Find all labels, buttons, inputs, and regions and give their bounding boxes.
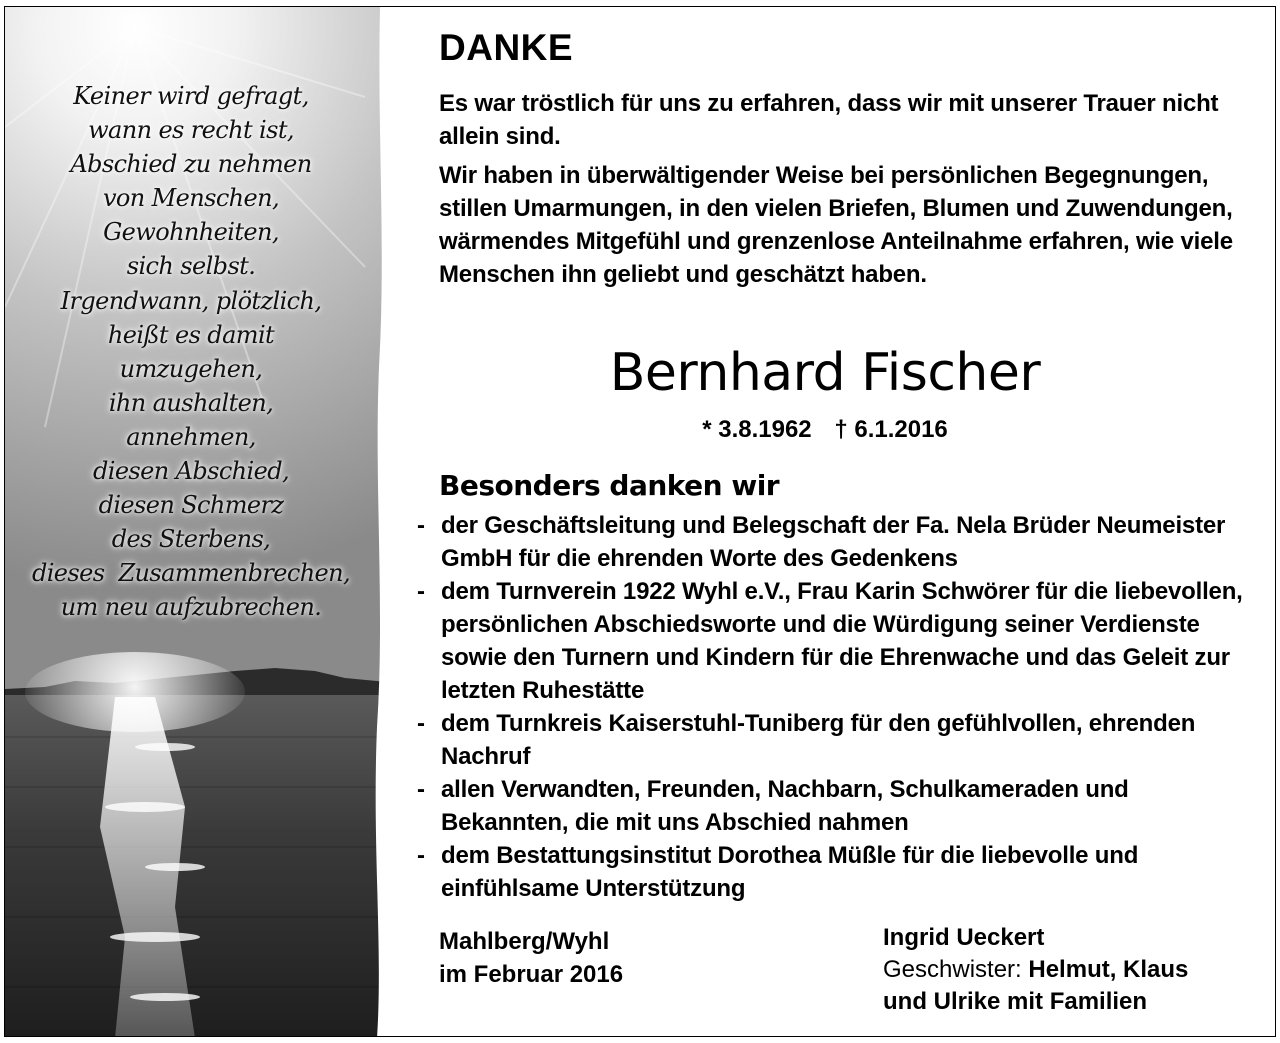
thanks-item: [415, 839, 1255, 905]
poem-line: Keiner wird gefragt,: [73, 82, 309, 110]
thanks-item: [415, 509, 1255, 575]
thanks-list: [415, 509, 1255, 905]
death-date: † 6.1.2016: [834, 416, 948, 443]
thanks-item-text: dem Bestattungsinstitut Dorothea Müßle für die liebevolle und einfühlsame Unterstützung: [441, 842, 1139, 902]
place: Mahlberg/Wyhl: [439, 928, 610, 955]
poem-line: ihn aushalten,: [108, 388, 274, 417]
poem-line: um neu aufzubrechen.: [60, 593, 322, 622]
poem-line: des Sterbens,: [111, 525, 271, 554]
poem-line: umzugehen,: [119, 354, 263, 383]
dash-bullet: -: [417, 578, 425, 605]
thanks-item-text: dem Turnkreis Kaiserstuhl-Tuniberg für den gefühlvollen, ehrenden Nachruf: [441, 710, 1196, 770]
place-and-date: [439, 925, 623, 991]
signature-line-3: und Ulrike mit Familien: [883, 988, 1148, 1015]
life-dates: [415, 416, 1235, 444]
dash-bullet: -: [417, 842, 425, 869]
siblings-names: Helmut, Klaus: [1028, 956, 1189, 983]
birth-date: * 3.8.1962: [702, 416, 812, 443]
poem-line: annehmen,: [126, 422, 256, 451]
signature: [883, 922, 1188, 1018]
poem-line: dieses Zusammenbrechen,: [31, 559, 351, 588]
thanks-item-text: allen Verwandten, Freunden, Nachbarn, Schulkameraden und Bekannten, die mit uns Abschied nahmen: [441, 776, 1129, 836]
paragraph-2: Wir haben in überwältigender Weise bei persönlichen Begegnungen, stillen Umarmungen, in den vielen Briefen, Blumen und Zuwendungen, wärmendes Mitgefühl und grenzenlose Anteilnahme erfahren, wie viele Menschen ihn geliebt und geschätzt haben.: [439, 162, 1233, 288]
thanks-item-text: dem Turnverein 1922 Wyhl e.V., Frau Karin Schwörer für die liebevollen, persönlichen Abschiedsworte und die Würdigung seiner Verdienste sowie den Turnern und Kindern für die Ehrenwache und das Geleit zur letzten Ruhestätte: [441, 578, 1243, 704]
poem-line: heißt es damit: [107, 320, 275, 349]
signature-name: Ingrid Ueckert: [883, 924, 1045, 951]
thanks-item: [415, 575, 1255, 707]
poem-line: Gewohnheiten,: [103, 218, 279, 247]
dash-bullet: -: [417, 512, 425, 539]
obituary-card: [4, 6, 1276, 1037]
siblings-label: Geschwister:: [883, 956, 1022, 983]
thanks-heading: Besonders danken wir: [439, 469, 780, 502]
heading: DANKE: [439, 27, 574, 68]
poem-line: Irgendwann, plötzlich,: [60, 286, 322, 315]
thanks-item-text: der Geschäftsleitung und Belegschaft der Fa. Nela Brüder Neumeister GmbH für die ehrenden Worte des Gedenkens: [441, 512, 1226, 572]
thanks-item: [415, 773, 1255, 839]
paragraph-1: Es war tröstlich für uns zu erfahren, dass wir mit unserer Trauer nicht allein sind.: [439, 90, 1219, 150]
date: im Februar 2016: [439, 961, 624, 988]
poem-line: Abschied zu nehmen: [70, 150, 312, 179]
poem-line: sich selbst.: [126, 252, 256, 281]
obituary-text: [415, 7, 1265, 1037]
sunset-sea-photo: [5, 7, 385, 1037]
deceased-name: Bernhard Fischer: [609, 343, 1041, 403]
poem-line: wann es recht ist,: [88, 116, 294, 145]
dash-bullet: -: [417, 776, 425, 803]
poem-line: diesen Abschied,: [92, 457, 290, 486]
poem: [13, 79, 369, 625]
poem-line: von Menschen,: [102, 184, 280, 213]
poem-line: diesen Schmerz: [98, 491, 284, 520]
thanks-item: [415, 707, 1255, 773]
dash-bullet: -: [417, 710, 425, 737]
